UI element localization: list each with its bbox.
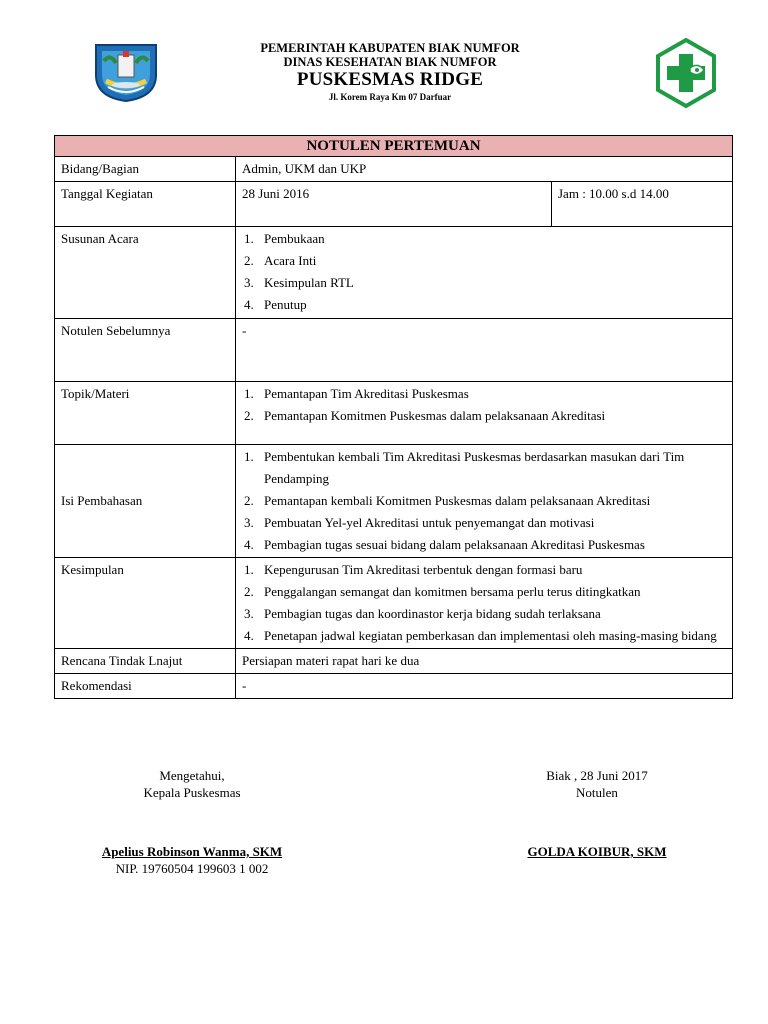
list-item: 4. Penetapan jadwal kegiatan pemberkasan dan implementasi oleh masing-masing bidang [244, 628, 717, 643]
susunan-list-cell [236, 227, 733, 319]
notulen-table [54, 135, 733, 699]
value-sebelumnya: - [236, 319, 733, 382]
list-item-text: Acara Inti [264, 253, 317, 268]
list-item: 2. Pemantapan Komitmen Puskesmas dalam pelaksanaan Akreditasi [244, 408, 606, 423]
isi-list [242, 446, 726, 556]
signature-right-line-1: Biak , 28 Juni 2017 [546, 768, 648, 783]
list-item: 1. Pemantapan Tim Akreditasi Puskesmas [244, 386, 469, 401]
list-item-text: Pembentukan kembali Tim Akreditasi Puskesmas berdasarkan masukan dari Tim Pendamping [264, 449, 685, 486]
value-bidang: Admin, UKM dan UKP [236, 157, 733, 182]
letterhead-title: PUSKESMAS RIDGE [296, 69, 484, 90]
value-rtl: Persiapan materi rapat hari ke dua [236, 649, 733, 674]
label-susunan: Susunan Acara [55, 227, 236, 319]
kabupaten-crest-icon [90, 41, 162, 103]
signature-left-nip: NIP. 19760504 199603 1 002 [115, 861, 269, 876]
value-rekomendasi: - [236, 674, 733, 699]
letterhead-address: Jl. Korem Raya Km 07 Darfuar [328, 92, 452, 102]
signature-right-block [497, 843, 697, 860]
list-item-text: Penetapan jadwal kegiatan pemberkasan dan implementasi oleh masing-masing bidang [264, 628, 717, 643]
table-title: NOTULEN PERTEMUAN [55, 136, 733, 157]
list-item-text: Pembukaan [264, 231, 325, 246]
list-item: 1. Pembentukan kembali Tim Akreditasi Puskesmas berdasarkan masukan dari Tim Pendamping [244, 449, 685, 486]
kesimpulan-list [242, 559, 726, 647]
list-item-text: Pembagian tugas dan koordinastor kerja bidang sudah terlaksana [264, 606, 601, 621]
label-kesimpulan: Kesimpulan [55, 558, 236, 649]
list-item: 2. Acara Inti [244, 253, 317, 268]
list-item: 1. Pembukaan [244, 231, 325, 246]
topik-list [242, 383, 726, 427]
signature-left-heading [92, 767, 292, 801]
label-bidang: Bidang/Bagian [55, 157, 236, 182]
list-item-text: Pemantapan Tim Akreditasi Puskesmas [264, 386, 469, 401]
list-item-text: Pembuatan Yel-yel Akreditasi untuk penyemangat dan motivasi [264, 515, 595, 530]
letterhead [170, 41, 610, 103]
list-item: 3. Pembagian tugas dan koordinastor kerja bidang sudah terlaksana [244, 606, 601, 621]
signature-right-heading [497, 767, 697, 801]
list-item: 2. Pemantapan kembali Komitmen Puskesmas dalam pelaksanaan Akreditasi [244, 493, 651, 508]
label-topik: Topik/Materi [55, 382, 236, 445]
susunan-list [242, 228, 726, 316]
list-item: 3. Pembuatan Yel-yel Akreditasi untuk penyemangat dan motivasi [244, 515, 595, 530]
list-item-text: Kepengurusan Tim Akreditasi terbentuk dengan formasi baru [264, 562, 583, 577]
list-item-text: Penggalangan semangat dan komitmen bersama perlu terus ditingkatkan [264, 584, 641, 599]
label-isi: Isi Pembahasan [55, 445, 236, 558]
list-item-text: Pemantapan Komitmen Puskesmas dalam pelaksanaan Akreditasi [264, 408, 606, 423]
signature-left-block [72, 843, 312, 877]
label-sebelumnya: Notulen Sebelumnya [55, 319, 236, 382]
list-item: 3. Kesimpulan RTL [244, 275, 354, 290]
list-item-text: Pembagian tugas sesuai bidang dalam pelaksanaan Akreditasi Puskesmas [264, 537, 645, 552]
list-item: 4. Pembagian tugas sesuai bidang dalam pelaksanaan Akreditasi Puskesmas [244, 537, 645, 552]
topik-list-cell [236, 382, 733, 445]
list-item-text: Kesimpulan RTL [264, 275, 354, 290]
puskesmas-logo-icon [654, 38, 718, 108]
list-item: 2. Penggalangan semangat dan komitmen bersama perlu terus ditingkatkan [244, 584, 641, 599]
signature-right-name: GOLDA KOIBUR, SKM [527, 844, 667, 859]
label-tanggal: Tanggal Kegiatan [55, 182, 236, 227]
kesimpulan-list-cell [236, 558, 733, 649]
letterhead-line-1: PEMERINTAH KABUPATEN BIAK NUMFOR [260, 41, 520, 55]
signature-left-line-1: Mengetahui, [159, 768, 225, 783]
signature-right-line-2: Notulen [576, 785, 618, 800]
list-item-text: Penutup [264, 297, 307, 312]
signature-left-line-2: Kepala Puskesmas [143, 785, 241, 800]
list-item: 4. Penutup [244, 297, 307, 312]
isi-list-cell [236, 445, 733, 558]
list-item-text: Pemantapan kembali Komitmen Puskesmas dalam pelaksanaan Akreditasi [264, 493, 651, 508]
signature-left-name: Apelius Robinson Wanma, SKM [101, 844, 283, 859]
label-rekomendasi: Rekomendasi [55, 674, 236, 699]
value-jam: Jam : 10.00 s.d 14.00 [552, 182, 733, 227]
value-tanggal: 28 Juni 2016 [236, 182, 552, 227]
label-rtl: Rencana Tindak Lnajut [55, 649, 236, 674]
letterhead-line-2: DINAS KESEHATAN BIAK NUMFOR [283, 55, 497, 69]
list-item: 1. Kepengurusan Tim Akreditasi terbentuk dengan formasi baru [244, 562, 583, 577]
